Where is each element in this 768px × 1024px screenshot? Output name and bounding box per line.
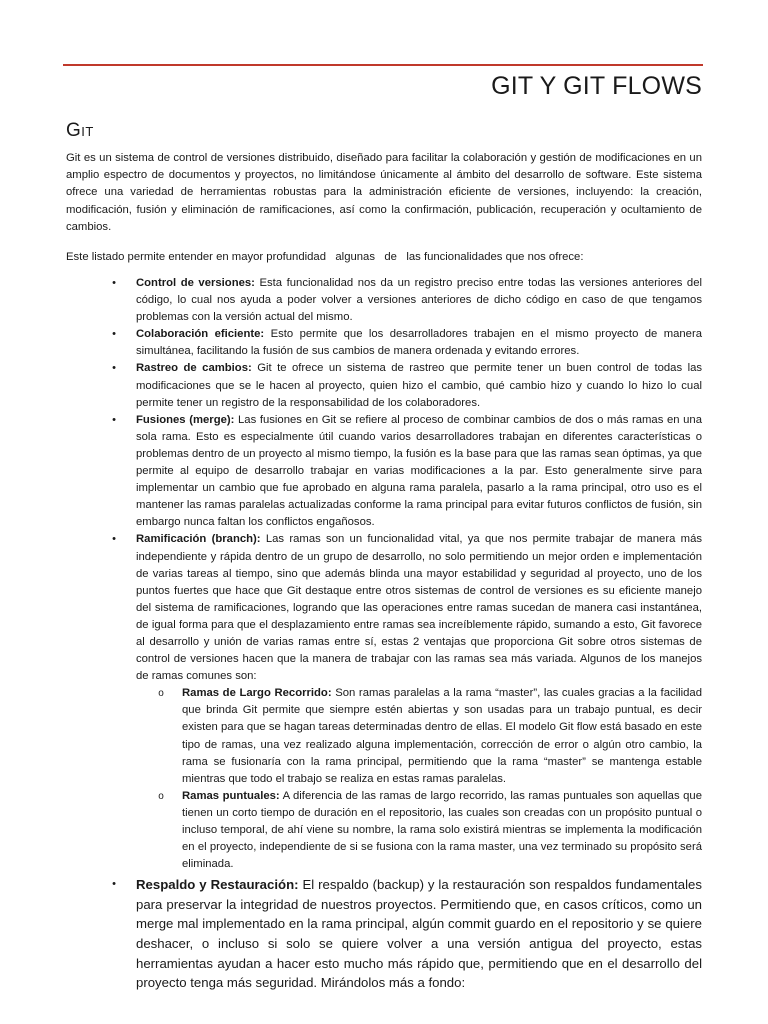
bullet-icon: • (112, 878, 116, 891)
bullet-icon: • (112, 328, 116, 341)
sub-item (155, 788, 702, 873)
feature-term: Control de versiones: (136, 277, 255, 289)
feature-term: Ramificación (branch): (136, 533, 261, 546)
sub-text: A diferencia de las ramas de largo recorrido, las ramas puntuales son aquellas que tienen un corto tiempo de duración en el repositorio, las cuales son creadas con un propósito puntual o incluso temporal, de ahí viene su nombre, la rama solo existirá mientras se implementa la modificación en el proyecto, independiente de si se fusiona con la rama master, una vez terminado su propósito será eliminada. (182, 789, 702, 871)
circle-bullet-icon: o (158, 790, 164, 802)
branch-type-list (155, 685, 702, 873)
header-rule (63, 64, 703, 66)
feature-item (108, 360, 702, 411)
sub-term: Ramas de Largo Recorrido: (182, 687, 332, 700)
section-heading: Git (66, 120, 94, 141)
bullet-icon: • (112, 277, 116, 289)
feature-text: Las fusiones en Git se refiere al proceso de combinar cambios de dos o más ramas en una sola rama. Esto es especialmente útil cuando varios desarrolladores trabajan en diferentes características o problemas dentro de un proyecto al mismo tiempo, la fusión es la base para que las ramas sean óptimas, ya que permite al equipo de desarrollo trabajar en varias modificaciones a la par. Esto generalmente sirve para implementar un cambio que fue aprobado en alguna rama paralela, pasarlo a la rama principal, otro uso es el mantener las ramas paralelas actualizadas conforme la rama principal para evitar futuros conflictos de fusión, sin embargo nunca faltan los conflictos engañosos. (136, 413, 702, 529)
feature-term: Fusiones (merge): (136, 413, 235, 426)
feature-item (108, 412, 702, 532)
intro-paragraph: Git es un sistema de control de versiones distribuido, diseñado para facilitar la colaboración y gestión de modificaciones en un amplio espectro de documentos y proyectos, no limitándose únicamente al ámbito del desarrollo de software. Este sistema ofrece una variedad de herramientas robustas para la administración eficiente de versiones, incluyendo: la creación, modificación, fusión y eliminación de ramificaciones, así como la confirmación, publicación, recuperación y ocultamiento de cambios. (66, 152, 702, 233)
circle-bullet-icon: o (158, 688, 164, 700)
feature-term: Rastreo de cambios: (136, 362, 252, 375)
sub-item (155, 685, 702, 788)
feature-item (108, 275, 702, 326)
feature-text: El respaldo (backup) y la restauración son respaldos fundamentales para preservar la integridad de nuestros proyectos. Permitiendo que, en casos críticos, como un merge mal implementado en la rama principal, algún commit guardo en el repositorio y se quiere deshacer, o incluso si solo se quiere volver a una versión antigua del proyecto, estas herramientas ayudan a hacer esto mucho más rápido que, permitiendo que en el desarrollo del proyecto tenga más seguridad. Mirándolos más a fondo: (136, 877, 702, 991)
sub-text: Son ramas paralelas a la rama “master”, las cuales gracias a la facilidad que brinda Git permite que siempre estén abiertas y son usadas para un trabajo puntual, es decir existen para que se hagan tareas determinadas dentro de ellas. El modelo Git flow está basado en este tipo de ramas, una vez realizado alguna implementación, corrección de error o algún otro cambio, la rama se fusionaría con la rama principal, permitiendo que la rama “master” se mantenga estable mientras que todo el trabajo se realiza en estas ramas paralelas. (182, 687, 702, 785)
feature-term: Colaboración eficiente: (136, 328, 265, 341)
feature-item (108, 531, 702, 873)
feature-text: Esta funcionalidad nos da un registro preciso entre todas las versiones anteriores del código, lo cual nos ayuda a poder volver a versiones anteriores de dicho código en caso de que tengamos problemas con la versión actual del mismo. (136, 277, 702, 324)
document-title: GIT Y GIT FLOWS (491, 72, 702, 100)
bullet-icon: • (112, 533, 116, 546)
lead-paragraph: Este listado permite entender en mayor profundidad algunas de las funcionalidades que nos ofrece: (66, 251, 584, 263)
feature-text: Git te ofrece un sistema de rastreo que permite tener un buen control de todas las modificaciones que se le hacen al proyecto, quien hizo el cambio, qué cambio hizo y cuando lo hizo lo cual permite tener un registro de la responsabilidad de los colaboradores. (136, 362, 703, 409)
bullet-icon: • (112, 413, 116, 426)
feature-item (108, 326, 702, 360)
sub-term: Ramas puntuales: (182, 789, 280, 802)
feature-text: Las ramas son un funcionalidad vital, ya que nos permite trabajar de manera más independiente y rápida dentro de un grupo de desarrollo, no solo permitiendo un mejor orden e implementación de varias tareas al tiempo, sino que además blinda una mayor estabilidad y seguridad al proyecto, uno de los puntos fuertes que hace que Git destaque entre otros sistemas de control de versiones es su eficiente manejo del sistema de ramificaciones, logrando que las operaciones entre ramas sucedan de manera casi instantánea, de igual forma para que el desplazamiento entre ramas sea increíblemente rápido, sumando a esto, Git favorece al desarrollo y unión de varias ramas entre sí, estas 2 ventajas que proporciona Git sobre otros sistemas de control de versiones hacen que la manera de trabajar con las ramas sea más variada. Algunos de los manejos de ramas comunes son: (136, 533, 702, 683)
feature-text: Esto permite que los desarrolladores trabajen en el mismo proyecto de manera simultánea, facilitando la fusión de sus cambios de manera ordenada y evitando errores. (136, 328, 703, 358)
feature-list (108, 275, 702, 993)
bullet-icon: • (112, 362, 116, 375)
feature-term: Respaldo y Restauración: (136, 877, 299, 893)
feature-item (108, 875, 702, 993)
